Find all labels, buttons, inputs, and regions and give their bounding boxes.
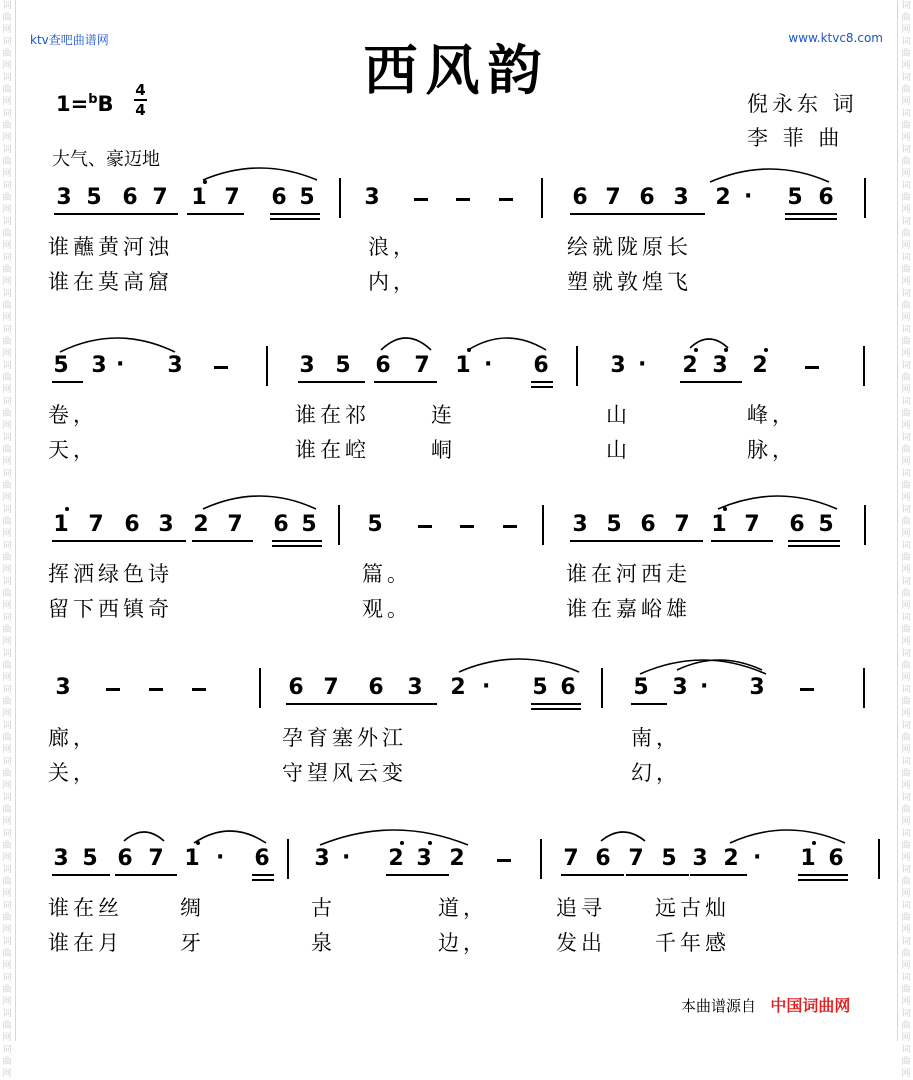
beam-underline: [798, 874, 848, 876]
key-note: B: [97, 92, 114, 116]
slur: [194, 823, 266, 847]
composer-credit: 李 菲 曲: [747, 126, 844, 150]
barline: [863, 346, 865, 386]
note: 7: [224, 185, 240, 210]
augmentation-dot: ·: [216, 845, 225, 870]
source-label: 本曲谱源自: [681, 997, 757, 1015]
note: 5: [299, 185, 315, 210]
note: 3: [692, 846, 708, 871]
note: 2: [752, 353, 768, 378]
lyric-text: 古: [311, 896, 336, 920]
note: 3: [56, 185, 72, 210]
note: 3: [672, 675, 688, 700]
sustain-dash: [214, 366, 228, 369]
lyric-text: 绘就陇原长: [567, 235, 692, 259]
note: 6: [271, 185, 287, 210]
note: 6: [533, 353, 549, 378]
lyric-text: 山: [606, 403, 631, 427]
beam-underline: [785, 218, 837, 220]
sustain-dash: [499, 198, 513, 201]
beam-underline: [561, 874, 624, 876]
note: 5: [82, 846, 98, 871]
source-credit: [681, 993, 850, 1016]
key-prefix: 1=: [56, 92, 89, 116]
lyric-text: 泉: [311, 931, 336, 955]
site-name-left[interactable]: ktv查吧曲谱网: [30, 33, 109, 47]
lyric-text: 追寻: [556, 896, 606, 920]
left-border: [15, 0, 16, 1041]
lyric-text: 浪，: [368, 235, 418, 259]
barline: [259, 668, 261, 708]
note: 3: [299, 353, 315, 378]
lyric-text: 谁在嘉峪雄: [566, 597, 691, 621]
note: 7: [323, 675, 339, 700]
note: 7: [744, 512, 760, 537]
note: 5: [335, 353, 351, 378]
note: 5: [532, 675, 548, 700]
augmentation-dot: ·: [744, 184, 753, 209]
note: 3: [91, 353, 107, 378]
note: 5: [633, 675, 649, 700]
lyric-text: 谁在莫高窟: [48, 270, 173, 294]
beam-underline: [52, 381, 83, 383]
barline: [576, 346, 578, 386]
lyric-text: 幻，: [631, 761, 681, 785]
barline: [540, 839, 542, 879]
note: 6: [789, 512, 805, 537]
note: 3: [314, 846, 330, 871]
lyric-text: 谁在月: [48, 931, 123, 955]
lyric-text: 南，: [631, 726, 681, 750]
note: 3: [53, 846, 69, 871]
beam-underline: [270, 218, 320, 220]
barline: [542, 505, 544, 545]
beam-underline: [690, 874, 747, 876]
watermark-right: 词曲网词曲网词曲网词曲网词曲网词曲网词曲网词曲网词曲网词曲网词曲网词曲网词曲网词曲网词曲网词曲网词曲网词曲网词曲网词曲网词曲网词曲网词曲网词曲网词曲网词曲网词曲网词曲网词曲网词曲网: [901, 1, 911, 1079]
lyric-text: 孕育塞外江: [282, 726, 407, 750]
note: 5: [661, 846, 677, 871]
beam-underline: [785, 213, 837, 215]
slur: [203, 162, 317, 186]
sustain-dash: [503, 525, 517, 528]
note: 3: [407, 675, 423, 700]
beam-underline: [711, 540, 773, 542]
note: 1: [191, 185, 207, 210]
beam-underline: [298, 381, 365, 383]
note: 3: [572, 512, 588, 537]
augmentation-dot: ·: [484, 352, 493, 377]
beam-underline: [286, 703, 437, 705]
beam-underline: [631, 703, 667, 705]
lyric-text: 篇。: [362, 562, 412, 586]
lyric-text: 内，: [368, 270, 418, 294]
sustain-dash: [414, 198, 428, 201]
note: 6: [818, 185, 834, 210]
lyric-text: 观。: [362, 597, 412, 621]
note: 5: [818, 512, 834, 537]
beam-underline: [680, 381, 742, 383]
note: 1: [53, 512, 69, 537]
beam-underline: [531, 708, 581, 710]
beam-underline: [531, 381, 553, 383]
beam-underline: [54, 213, 124, 215]
augmentation-dot: ·: [638, 352, 647, 377]
lyric-text: 峰，: [747, 403, 797, 427]
slur: [718, 489, 837, 513]
sustain-dash: [805, 366, 819, 369]
note: 6: [639, 185, 655, 210]
beam-underline: [374, 381, 437, 383]
note: 3: [673, 185, 689, 210]
slur: [381, 330, 431, 354]
right-border: [897, 0, 898, 1041]
note: 6: [595, 846, 611, 871]
beam-underline: [626, 874, 689, 876]
slur: [459, 652, 579, 676]
slur: [468, 330, 546, 354]
beam-underline: [788, 545, 840, 547]
key-flat: b: [88, 92, 98, 107]
lyric-text: 关，: [48, 761, 98, 785]
time-top: 4: [135, 81, 146, 99]
beam-underline: [115, 874, 177, 876]
note: 3: [55, 675, 71, 700]
note: 3: [416, 846, 432, 871]
note: 3: [364, 185, 380, 210]
note: 2: [193, 512, 209, 537]
lyric-text: 守望风云变: [282, 761, 407, 785]
sustain-dash: [456, 198, 470, 201]
lyric-text: 廊，: [48, 726, 98, 750]
beam-underline: [531, 703, 581, 705]
note: 6: [828, 846, 844, 871]
sustain-dash: [106, 688, 120, 691]
lyric-text: 谁在丝: [48, 896, 123, 920]
lyric-text: 牙: [180, 931, 205, 955]
note: 7: [563, 846, 579, 871]
lyricist-credit: 倪永东 词: [747, 92, 858, 116]
lyric-text: 天，: [48, 438, 98, 462]
sustain-dash: [497, 859, 511, 862]
note: 6: [122, 185, 138, 210]
lyric-text: 连: [431, 403, 456, 427]
barline: [864, 178, 866, 218]
lyric-text: 发出: [556, 931, 606, 955]
barline: [266, 346, 268, 386]
note: 5: [606, 512, 622, 537]
beam-underline: [272, 540, 322, 542]
augmentation-dot: ·: [116, 352, 125, 377]
note: 5: [53, 353, 69, 378]
lyric-text: 千年感: [655, 931, 730, 955]
beam-underline: [124, 213, 178, 215]
note: 7: [605, 185, 621, 210]
note: 6: [640, 512, 656, 537]
beam-underline: [270, 213, 320, 215]
note: 6: [124, 512, 140, 537]
slur: [710, 162, 829, 186]
note: 1: [184, 846, 200, 871]
note: 6: [273, 512, 289, 537]
note: 2: [388, 846, 404, 871]
barline: [601, 668, 603, 708]
barline: [878, 839, 880, 879]
note: 5: [301, 512, 317, 537]
lyric-text: 塑就敦煌飞: [567, 270, 692, 294]
note: 2: [682, 353, 698, 378]
barline: [287, 839, 289, 879]
lyric-text: 山: [606, 438, 631, 462]
note: 7: [628, 846, 644, 871]
barline: [863, 668, 865, 708]
slur: [677, 652, 762, 676]
beam-underline: [272, 545, 322, 547]
note: 6: [117, 846, 133, 871]
augmentation-dot: ·: [753, 845, 762, 870]
lyric-text: 留下西镇奇: [48, 597, 173, 621]
barline: [339, 178, 341, 218]
lyric-text: 脉，: [747, 438, 797, 462]
lyric-text: 卷，: [48, 403, 98, 427]
lyric-text: 边，: [438, 931, 488, 955]
note: 6: [560, 675, 576, 700]
tempo-marking: 大气、豪迈地: [52, 149, 160, 170]
note: 6: [375, 353, 391, 378]
lyric-text: 谁在河西走: [566, 562, 691, 586]
augmentation-dot: ·: [342, 845, 351, 870]
note: 7: [148, 846, 164, 871]
beam-underline: [570, 213, 637, 215]
slur: [203, 489, 316, 513]
sustain-dash: [800, 688, 814, 691]
octave-dot: [764, 348, 768, 352]
note: 7: [152, 185, 168, 210]
site-url-right[interactable]: www.ktvc8.com: [788, 31, 883, 45]
lyric-text: 谁蘸黄河浊: [48, 235, 173, 259]
beam-underline: [788, 540, 840, 542]
note: 7: [227, 512, 243, 537]
barline: [338, 505, 340, 545]
barline: [541, 178, 543, 218]
slur: [320, 823, 468, 847]
key-signature: [56, 92, 114, 116]
slur: [124, 823, 164, 847]
note: 5: [787, 185, 803, 210]
sustain-dash: [192, 688, 206, 691]
beam-underline: [252, 874, 274, 876]
sustain-dash: [418, 525, 432, 528]
slur: [730, 823, 845, 847]
song-title: 西风韵: [363, 39, 550, 102]
sustain-dash: [460, 525, 474, 528]
beam-underline: [187, 213, 244, 215]
beam-underline: [386, 874, 449, 876]
note: 1: [455, 353, 471, 378]
beam-underline: [252, 879, 274, 881]
note: 3: [610, 353, 626, 378]
note: 2: [450, 675, 466, 700]
beam-underline: [798, 879, 848, 881]
beam-underline: [52, 540, 186, 542]
augmentation-dot: ·: [482, 674, 491, 699]
lyric-text: 谁在祁: [295, 403, 370, 427]
octave-dot: [65, 507, 69, 511]
note: 3: [712, 353, 728, 378]
beam-underline: [570, 540, 703, 542]
slur: [601, 823, 645, 847]
note: 5: [86, 185, 102, 210]
augmentation-dot: ·: [700, 674, 709, 699]
lyric-text: 远古灿: [655, 896, 730, 920]
lyric-text: 峒: [431, 438, 456, 462]
watermark-left: 词曲网词曲网词曲网词曲网词曲网词曲网词曲网词曲网词曲网词曲网词曲网词曲网词曲网词曲网词曲网词曲网词曲网词曲网词曲网词曲网词曲网词曲网词曲网词曲网词曲网词曲网词曲网词曲网词曲网词曲网: [2, 1, 12, 1079]
note: 3: [158, 512, 174, 537]
sustain-dash: [149, 688, 163, 691]
note: 2: [723, 846, 739, 871]
lyric-text: 挥洒绿色诗: [48, 562, 173, 586]
beam-underline: [192, 540, 253, 542]
note: 6: [572, 185, 588, 210]
note: 6: [254, 846, 270, 871]
note: 7: [414, 353, 430, 378]
note: 5: [367, 512, 383, 537]
note: 1: [711, 512, 727, 537]
slur: [690, 330, 728, 354]
note: 2: [715, 185, 731, 210]
beam-underline: [637, 213, 705, 215]
beam-underline: [52, 874, 110, 876]
lyric-text: 谁在崆: [295, 438, 370, 462]
note: 2: [449, 846, 465, 871]
note: 7: [674, 512, 690, 537]
note: 1: [800, 846, 816, 871]
lyric-text: 绸: [180, 896, 205, 920]
time-bottom: 4: [135, 101, 146, 119]
slur: [60, 330, 175, 354]
time-signature: [134, 82, 147, 118]
source-site-link[interactable]: 中国词曲网: [770, 996, 851, 1015]
note: 6: [368, 675, 384, 700]
barline: [864, 505, 866, 545]
note: 6: [288, 675, 304, 700]
note: 3: [167, 353, 183, 378]
beam-underline: [531, 386, 553, 388]
note: 3: [749, 675, 765, 700]
lyric-text: 道，: [438, 896, 488, 920]
note: 7: [88, 512, 104, 537]
